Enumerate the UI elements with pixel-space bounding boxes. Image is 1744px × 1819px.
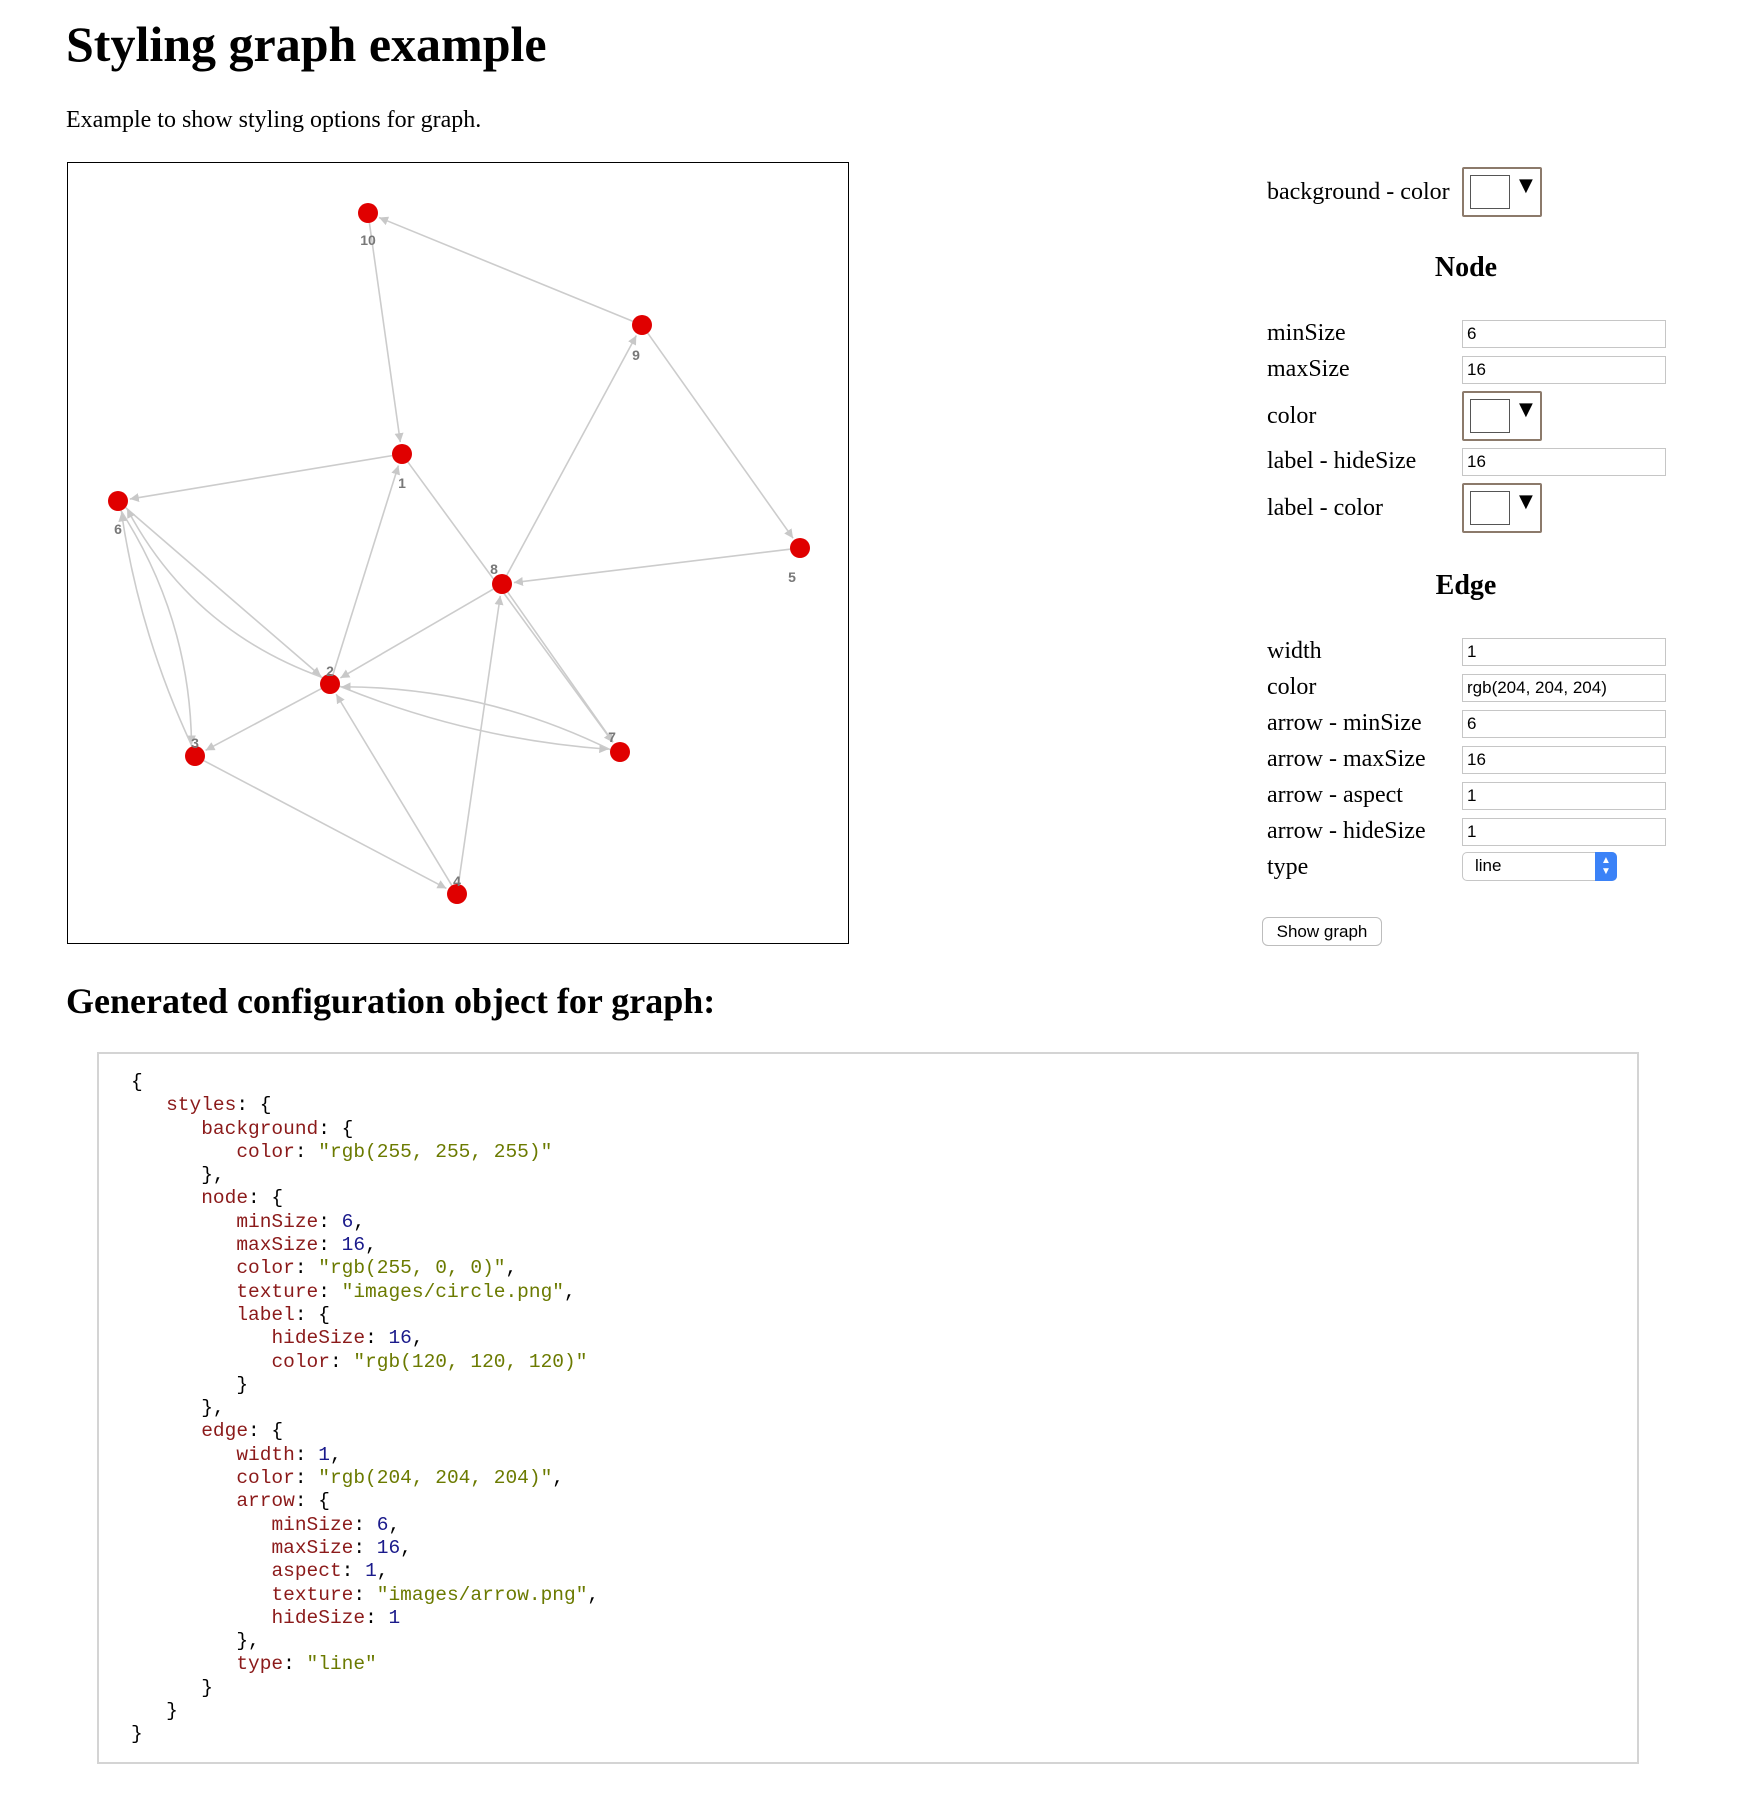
arrow-min-size-label: arrow - minSize <box>1267 710 1422 736</box>
graph-node-label-9: 9 <box>632 347 640 363</box>
graph-node-label-6: 6 <box>114 521 122 537</box>
label-hide-size-input[interactable] <box>1462 448 1666 476</box>
edge-type-select[interactable] <box>1462 852 1617 881</box>
edge-type-label: type <box>1267 854 1309 880</box>
background-color-picker[interactable] <box>1462 167 1542 217</box>
graph-edge-6-3 <box>121 511 192 745</box>
graph-canvas[interactable] <box>67 162 849 944</box>
graph-edge-2-7 <box>340 686 609 749</box>
label-color-label: label - color <box>1267 495 1383 521</box>
graph-node-label-10: 10 <box>360 232 376 248</box>
arrow-aspect-input[interactable] <box>1462 782 1666 810</box>
edge-width-label: width <box>1267 638 1322 664</box>
graph-node-label-7: 7 <box>608 729 616 745</box>
arrow-min-size-input[interactable] <box>1462 710 1666 738</box>
graph-node-label-4: 4 <box>453 873 461 889</box>
graph-edge-7-2 <box>342 687 611 750</box>
graph-node-label-2: 2 <box>326 663 334 679</box>
caret-down-icon: ▼ <box>1519 175 1533 196</box>
graph-node-label-8: 8 <box>490 561 498 577</box>
config-code: { styles: { background: { color: "rgb(255, 255, 255)" }, node: { minSize: 6, maxSize: 16, color: "rgb(255, 0, 0)", texture: "images/circle.png", label: { hideSize: 16, color: "rgb(120, 120, 120)" } }, edge: { width: 1, color: "rgb(204, 204, 204)", arrow: { minSize: 6, maxSize: 16, aspect: 1, texture: "images/arrow.png", hideSize: 1 }, type: "line" } } } <box>131 1071 600 1746</box>
node-min-size-input[interactable] <box>1462 320 1666 348</box>
graph-edge-8-9 <box>507 336 637 576</box>
arrow-hide-size-input[interactable] <box>1462 818 1666 846</box>
page-intro: Example to show styling options for graph. <box>66 107 482 133</box>
node-max-size-label: maxSize <box>1267 356 1350 382</box>
graph-node-label-1: 1 <box>398 475 406 491</box>
caret-down-icon: ▼ <box>1519 399 1533 420</box>
graph-edge-4-8 <box>458 596 500 884</box>
graph-edge-5-8 <box>514 549 790 582</box>
edge-width-input[interactable] <box>1462 638 1666 666</box>
graph-node-7[interactable] <box>610 742 630 762</box>
graph-edge-1-6 <box>130 456 392 499</box>
background-color-swatch <box>1470 175 1510 209</box>
arrow-aspect-label: arrow - aspect <box>1267 782 1403 808</box>
graph-edge-3-6 <box>121 512 192 746</box>
edge-color-label: color <box>1267 674 1317 700</box>
config-heading: Generated configuration object for graph: <box>66 981 716 1021</box>
node-color-picker[interactable] <box>1462 391 1542 441</box>
edge-type-value: line <box>1475 856 1502 875</box>
node-color-label: color <box>1267 403 1317 429</box>
graph-node-10[interactable] <box>358 203 378 223</box>
graph-edge-2-1 <box>333 465 398 674</box>
graph-node-5[interactable] <box>790 538 810 558</box>
graph-node-6[interactable] <box>108 491 128 511</box>
graph-edges <box>121 218 793 889</box>
edge-color-input[interactable] <box>1462 674 1666 702</box>
graph-svg <box>68 163 847 942</box>
config-code-block <box>97 1052 1639 1764</box>
graph-edge-2-3 <box>206 689 322 751</box>
graph-edge-8-2 <box>340 589 493 678</box>
graph-node-label-5: 5 <box>788 569 796 585</box>
label-color-picker[interactable] <box>1462 483 1542 533</box>
node-max-size-input[interactable] <box>1462 356 1666 384</box>
label-hide-size-label: label - hideSize <box>1267 448 1417 474</box>
show-graph-button[interactable]: Show graph <box>1262 917 1382 946</box>
edge-section-heading: Edge <box>1435 570 1497 601</box>
page-title: Styling graph example <box>66 16 547 72</box>
graph-edge-8-7 <box>508 592 613 742</box>
caret-down-icon: ▼ <box>1519 491 1533 512</box>
graph-nodes <box>108 203 810 904</box>
arrow-hide-size-label: arrow - hideSize <box>1267 818 1426 844</box>
graph-edge-3-4 <box>204 761 447 889</box>
graph-edge-1-7 <box>408 462 613 742</box>
graph-node-8[interactable] <box>492 574 512 594</box>
node-color-swatch <box>1470 399 1510 433</box>
arrow-max-size-input[interactable] <box>1462 746 1666 774</box>
select-stepper-icon: ▲ ▼ <box>1595 852 1617 881</box>
graph-edge-10-1 <box>369 223 400 442</box>
graph-node-9[interactable] <box>632 315 652 335</box>
node-section-heading: Node <box>1434 252 1498 283</box>
label-color-swatch <box>1470 491 1510 525</box>
graph-node-1[interactable] <box>392 444 412 464</box>
graph-node-label-3: 3 <box>191 735 199 751</box>
graph-edge-9-10 <box>379 218 633 322</box>
arrow-max-size-label: arrow - maxSize <box>1267 746 1426 772</box>
background-color-label: background - color <box>1267 179 1450 205</box>
graph-edge-4-2 <box>336 694 452 885</box>
node-min-size-label: minSize <box>1267 320 1346 346</box>
graph-edge-9-5 <box>648 333 793 538</box>
